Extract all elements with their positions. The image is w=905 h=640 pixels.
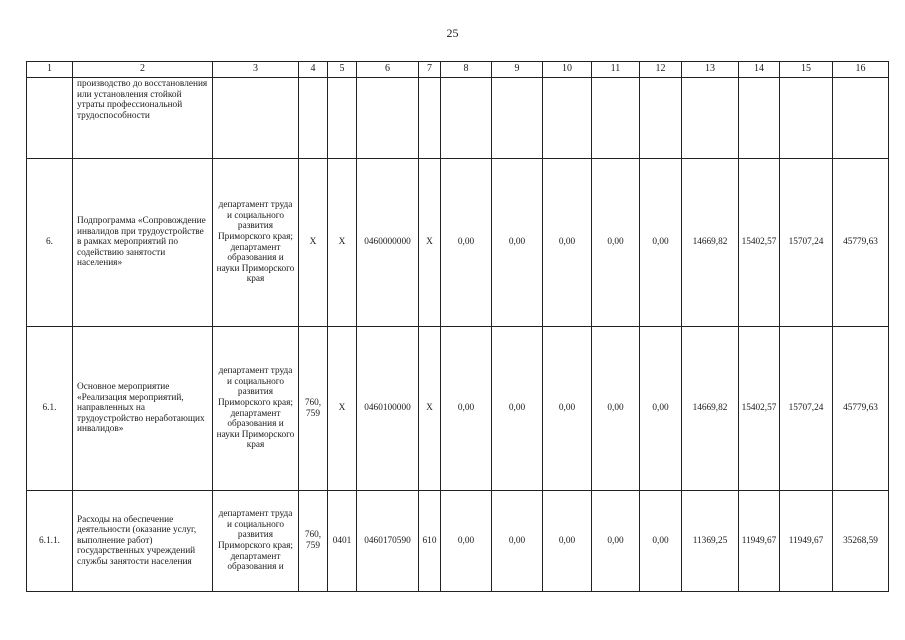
row-vr: [419, 78, 441, 159]
row-executor: департамент труда и социального развития Приморского края; департамент образования и: [213, 491, 299, 592]
column-header: 16: [833, 62, 889, 78]
row-value-14: [739, 78, 780, 159]
row-grbs: 760, 759: [299, 491, 328, 592]
row-value-13: [682, 78, 739, 159]
column-header: 5: [328, 62, 357, 78]
table-row: [27, 327, 889, 491]
row-value-13: 11369,25: [682, 491, 739, 592]
row-name: Расходы на обеспечение деятельности (оказание услуг, выполнение работ) государственных учреждений службы занятости населения: [73, 491, 213, 592]
row-value-16: 35268,59: [833, 491, 889, 592]
row-csr: [357, 78, 419, 159]
row-number: 6.1.1.: [27, 491, 73, 592]
row-rz: X: [328, 159, 357, 327]
row-executor: департамент труда и социального развития Приморского края; департамент образования и науки Приморского края: [213, 159, 299, 327]
row-value-13: 14669,82: [682, 327, 739, 491]
page-number: 25: [446, 26, 459, 40]
row-vr: 610: [419, 491, 441, 592]
row-number: 6.: [27, 159, 73, 327]
column-header: 8: [441, 62, 492, 78]
row-value-10: [543, 78, 592, 159]
row-value-11: 0,00: [592, 491, 640, 592]
row-rz: 0401: [328, 491, 357, 592]
column-header: 4: [299, 62, 328, 78]
row-value-15: [780, 78, 833, 159]
table-row: [27, 78, 889, 159]
row-name: Подпрограмма «Сопровождение инвалидов при трудоустройстве в рамках мероприятий по содействию занятости населения»: [73, 159, 213, 327]
column-header: 6: [357, 62, 419, 78]
column-header: 7: [419, 62, 441, 78]
row-value-14: 15402,57: [739, 159, 780, 327]
column-header: 9: [492, 62, 543, 78]
table-row: [27, 159, 889, 327]
column-header: 1: [27, 62, 73, 78]
row-value-12: 0,00: [640, 159, 682, 327]
row-value-14: 11949,67: [739, 491, 780, 592]
row-value-8: 0,00: [441, 159, 492, 327]
column-header: 14: [739, 62, 780, 78]
row-value-8: 0,00: [441, 327, 492, 491]
row-csr: 0460100000: [357, 327, 419, 491]
row-value-8: 0,00: [441, 491, 492, 592]
row-csr: 0460170590: [357, 491, 419, 592]
row-grbs: [299, 78, 328, 159]
row-executor: [213, 78, 299, 159]
row-value-15: 15707,24: [780, 327, 833, 491]
row-value-9: 0,00: [492, 327, 543, 491]
row-value-8: [441, 78, 492, 159]
row-value-12: 0,00: [640, 327, 682, 491]
row-value-16: [833, 78, 889, 159]
budget-table: [26, 61, 889, 592]
column-header: 2: [73, 62, 213, 78]
row-value-10: 0,00: [543, 327, 592, 491]
row-value-12: [640, 78, 682, 159]
header-row: [27, 62, 889, 78]
row-grbs: 760, 759: [299, 327, 328, 491]
column-header: 10: [543, 62, 592, 78]
row-value-16: 45779,63: [833, 327, 889, 491]
row-rz: X: [328, 327, 357, 491]
row-name: Основное мероприятие «Реализация мероприятий, направленных на трудоустройство неработающих инвалидов»: [73, 327, 213, 491]
row-value-15: 15707,24: [780, 159, 833, 327]
column-header: 3: [213, 62, 299, 78]
row-vr: X: [419, 159, 441, 327]
row-value-11: 0,00: [592, 159, 640, 327]
row-value-10: 0,00: [543, 491, 592, 592]
row-value-16: 45779,63: [833, 159, 889, 327]
row-value-11: [592, 78, 640, 159]
column-header: 13: [682, 62, 739, 78]
column-header: 11: [592, 62, 640, 78]
row-value-13: 14669,82: [682, 159, 739, 327]
row-csr: 0460000000: [357, 159, 419, 327]
row-value-9: [492, 78, 543, 159]
row-value-9: 0,00: [492, 491, 543, 592]
row-value-15: 11949,67: [780, 491, 833, 592]
row-value-14: 15402,57: [739, 327, 780, 491]
row-value-11: 0,00: [592, 327, 640, 491]
column-header: 12: [640, 62, 682, 78]
row-value-12: 0,00: [640, 491, 682, 592]
table-row: [27, 491, 889, 592]
row-grbs: X: [299, 159, 328, 327]
row-name: производство до восстановления или установления стойкой утраты профессиональной трудоспособности: [73, 78, 213, 159]
row-value-10: 0,00: [543, 159, 592, 327]
column-header: 15: [780, 62, 833, 78]
row-value-9: 0,00: [492, 159, 543, 327]
row-rz: [328, 78, 357, 159]
row-executor: департамент труда и социального развития Приморского края; департамент образования и науки Приморского края: [213, 327, 299, 491]
row-number: [27, 78, 73, 159]
row-vr: X: [419, 327, 441, 491]
row-number: 6.1.: [27, 327, 73, 491]
